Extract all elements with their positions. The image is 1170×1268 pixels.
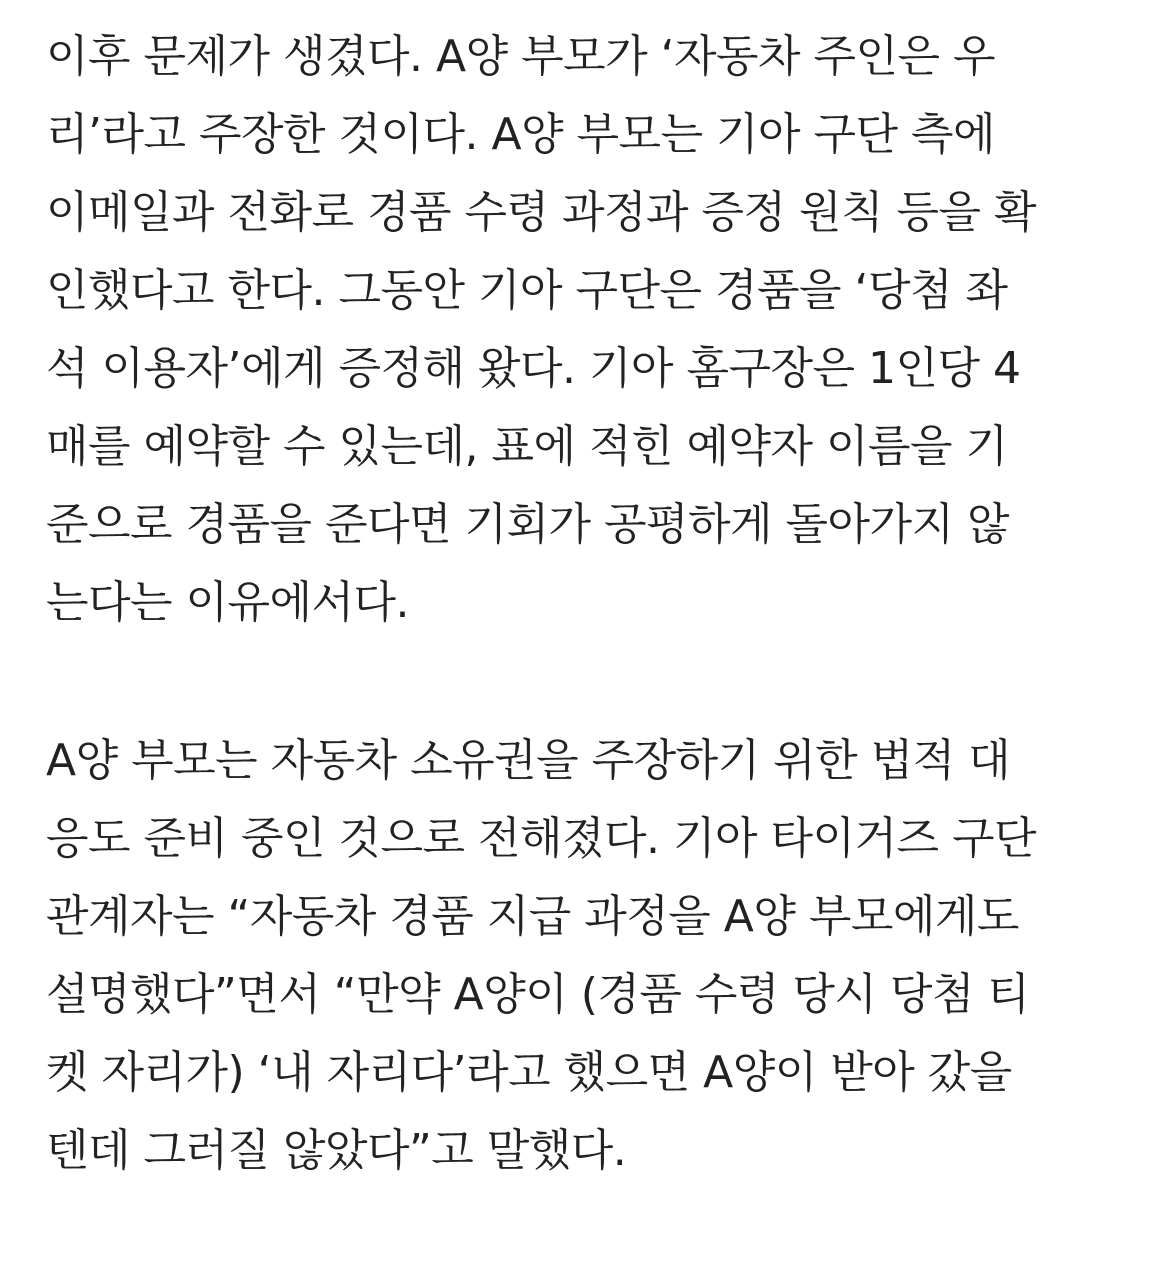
paragraph-spacer [46, 642, 1136, 722]
text-line: 켓 자리가) ‘내 자리다’라고 했으면 A양이 받아 갔을 [46, 1047, 1012, 1098]
text-line: 이후 문제가 생겼다. A양 부모가 ‘자동차 주인은 우 [46, 31, 996, 82]
text-line: 는다는 이유에서다. [46, 577, 410, 628]
paragraph-2 [46, 722, 1136, 1190]
text-line: A양 부모는 자동차 소유권을 주장하기 위한 법적 대 [46, 735, 1011, 786]
text-line: 준으로 경품을 준다면 기회가 공평하게 돌아가지 않 [46, 499, 1009, 550]
text-line: 텐데 그러질 않았다”고 말했다. [46, 1125, 627, 1176]
text-line: 매를 예약할 수 있는데, 표에 적힌 예약자 이름을 기 [46, 421, 1008, 472]
paragraph-1 [46, 18, 1136, 642]
text-line: 관계자는 “자동차 경품 지급 과정을 A양 부모에게도 [46, 891, 1019, 942]
text-line: 리’라고 주장한 것이다. A양 부모는 기아 구단 측에 [46, 109, 996, 160]
text-line: 설명했다”면서 “만약 A양이 (경품 수령 당시 당첨 티 [46, 969, 1030, 1020]
text-line: 이메일과 전화로 경품 수령 과정과 증정 원칙 등을 확 [46, 187, 1036, 238]
text-line: 석 이용자’에게 증정해 왔다. 기아 홈구장은 1인당 4 [46, 343, 1021, 394]
article-body [46, 18, 1136, 1190]
text-line: 응도 준비 중인 것으로 전해졌다. 기아 타이거즈 구단 [46, 813, 1036, 864]
text-line: 인했다고 한다. 그동안 기아 구단은 경품을 ‘당첨 좌 [46, 265, 1008, 316]
